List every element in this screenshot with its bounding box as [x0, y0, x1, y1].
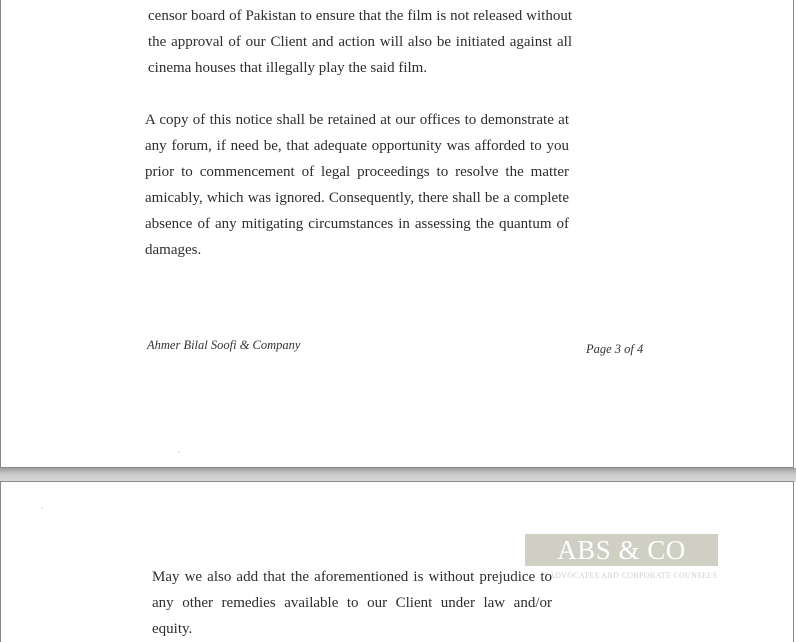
paragraph-without-prejudice: May we also add that the aforementioned is without prejudice to any other remedies available to our Client under law and/or equity.	[152, 569, 552, 637]
letterhead-subtitle: ADVOCATES AND CORPORATE COUNSELS	[549, 571, 718, 580]
footer-firm-name: Ahmer Bilal Soofi & Company	[147, 338, 301, 352]
scan-speck	[178, 451, 180, 453]
paragraph-notice-retained: A copy of this notice shall be retained at our offices to demonstrate at any forum, if need be, that adequate opportunity was afforded to you prior to commencement of legal proceedings to resolve the matter amicably, which was ignored. Consequently, there shall be a complete absence of any mitigating circumstances in assessing the quantum of damages.	[145, 112, 569, 258]
page-separator	[0, 468, 796, 482]
paragraph-censor-board: censor board of Pakistan to ensure that the film is not released without the approval of our Client and action will also be initiated against all cinema houses that illegally play the said film.	[148, 8, 572, 76]
footer-page-number: Page 3 of 4	[586, 342, 644, 356]
document-page-4	[0, 481, 794, 642]
letterhead-logo: ABS & CO	[525, 534, 718, 566]
scan-speck	[41, 507, 43, 509]
